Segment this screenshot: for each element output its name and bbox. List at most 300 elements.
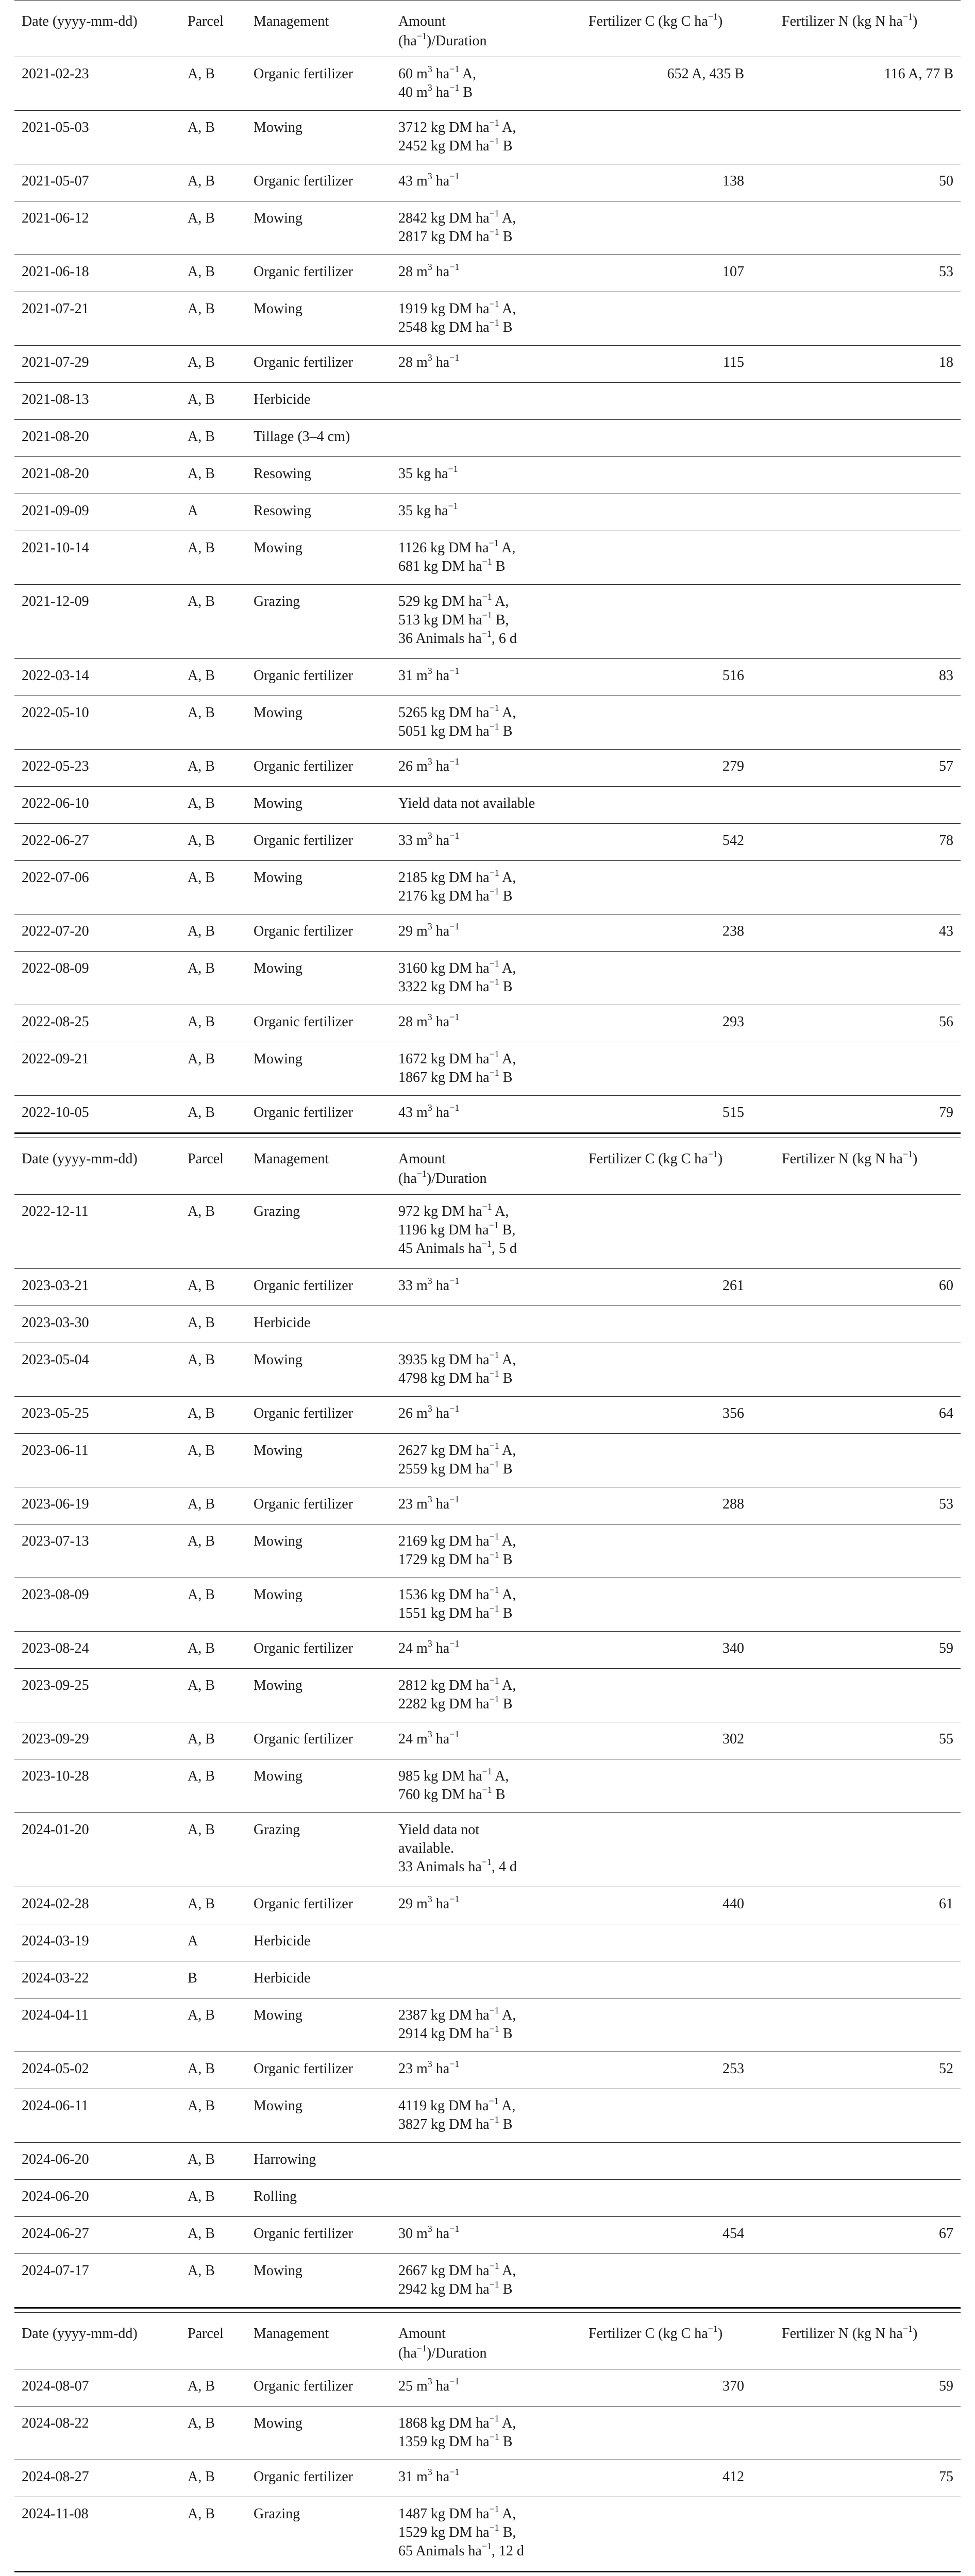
row-amount-line: 24 $m^3$ $ha^{-1}$ — [398, 1729, 460, 1747]
row-fertilizer-n: 61 — [939, 1896, 953, 1912]
row-fertilizer-c: 238 — [722, 923, 744, 939]
row-management: Organic fertilizer — [254, 1405, 354, 1421]
table-row — [14, 1524, 961, 1578]
row-amount-line: 33 $m^3$ $ha^{-1}$ — [398, 831, 460, 849]
row-amount-line: 2282 kg DM $ha^{-1}$ B — [398, 1694, 513, 1712]
row-amount-line: 35 kg $ha^{-1}$ — [398, 501, 458, 519]
row-date: 2021-02-23 — [22, 66, 89, 82]
row-parcel: A — [188, 1933, 198, 1949]
header-amount-duration: $(ha^{-1})$/Duration — [398, 2343, 487, 2361]
row-parcel: A, B — [188, 1768, 215, 1784]
row-date: 2023-06-11 — [22, 1443, 89, 1459]
table-row — [14, 696, 961, 749]
row-parcel: A, B — [188, 1204, 215, 1219]
row-date: 2024-04-11 — [22, 2007, 89, 2023]
row-amount-line: 29 $m^3$ $ha^{-1}$ — [398, 921, 460, 939]
table-row — [14, 2052, 961, 2089]
row-fertilizer-n: 78 — [939, 833, 953, 849]
row-parcel: A, B — [188, 1051, 215, 1067]
row-amount-line: 30 $m^3$ $ha^{-1}$ — [398, 2224, 460, 2242]
row-parcel: A, B — [188, 2151, 215, 2167]
row-amount-line: 1487 kg DM $ha^{-1}$ A, — [398, 2504, 516, 2522]
table-row — [14, 2216, 961, 2253]
row-date: 2024-01-20 — [22, 1822, 89, 1838]
table-row — [14, 2253, 961, 2307]
row-amount-line: 35 kg $ha^{-1}$ — [398, 464, 458, 482]
row-amount-line: 2842 kg DM $ha^{-1}$ A, — [398, 208, 516, 226]
row-date: 2022-08-25 — [22, 1014, 89, 1030]
table-block — [14, 0, 961, 1132]
row-parcel: A, B — [188, 354, 215, 370]
row-amount-line: 33 $m^3$ $ha^{-1}$ — [398, 1276, 460, 1294]
row-management: Mowing — [254, 301, 302, 317]
row-amount-line: 3322 kg DM $ha^{-1}$ B — [398, 977, 513, 995]
row-management: Mowing — [254, 2415, 302, 2431]
table-header — [14, 1138, 961, 1185]
header-amount: Amount — [398, 2326, 446, 2342]
row-amount-line: 4119 kg DM $ha^{-1}$ A, — [398, 2096, 516, 2114]
row-amount-line: 28 $m^3$ $ha^{-1}$ — [398, 1012, 460, 1030]
row-amount-line: 1529 kg DM $ha^{-1}$ B, — [398, 2522, 516, 2540]
table-row — [14, 1578, 961, 1631]
row-date: 2022-08-09 — [22, 960, 89, 976]
row-date: 2021-08-20 — [22, 429, 89, 445]
row-fertilizer-n: 75 — [939, 2469, 953, 2485]
table-row — [14, 1095, 961, 1132]
row-fertilizer-c: 293 — [722, 1014, 744, 1030]
table-row — [14, 1759, 961, 1812]
table-row — [14, 1924, 961, 1961]
row-amount-line: 1868 kg DM $ha^{-1}$ A, — [398, 2413, 516, 2431]
row-parcel: A, B — [188, 210, 215, 226]
row-amount-line: 3160 kg DM $ha^{-1}$ A, — [398, 958, 516, 976]
row-parcel: A, B — [188, 2469, 215, 2485]
row-date: 2021-09-09 — [22, 503, 89, 519]
row-management: Mowing — [254, 960, 302, 976]
table-row — [14, 1005, 961, 1042]
row-amount-line: 26 $m^3$ $ha^{-1}$ — [398, 1403, 460, 1421]
row-management: Resowing — [254, 466, 311, 482]
row-parcel: A, B — [188, 301, 215, 317]
header-date: Date (yyyy-mm-dd) — [22, 13, 138, 29]
header-fertilizer-n: Fertilizer N (kg N $ha^{-1}$) — [782, 1149, 918, 1167]
table-row — [14, 255, 961, 292]
row-amount-line: 1672 kg DM $ha^{-1}$ A, — [398, 1049, 516, 1067]
row-parcel: A, B — [188, 1496, 215, 1512]
row-amount-line: 2559 kg DM $ha^{-1}$ B — [398, 1459, 513, 1477]
row-amount-line: 985 kg DM $ha^{-1}$ A, — [398, 1766, 509, 1784]
table-row — [14, 914, 961, 951]
row-management: Organic fertilizer — [254, 2378, 354, 2394]
table-row — [14, 1396, 961, 1433]
row-parcel: A, B — [188, 429, 215, 445]
row-management: Mowing — [254, 1533, 302, 1549]
row-fertilizer-n: 56 — [939, 1014, 953, 1030]
row-fertilizer-n: 83 — [939, 668, 953, 684]
header-amount: Amount — [398, 13, 446, 29]
row-date: 2021-12-09 — [22, 594, 89, 609]
row-management: Mowing — [254, 1352, 302, 1368]
row-parcel: A, B — [188, 1731, 215, 1747]
row-date: 2023-10-28 — [22, 1768, 89, 1784]
row-management: Grazing — [254, 1822, 300, 1838]
table-row — [14, 823, 961, 860]
row-amount-line: 513 kg DM $ha^{-1}$ B, — [398, 610, 509, 628]
table-row — [14, 1194, 961, 1268]
row-management: Mowing — [254, 1051, 302, 1067]
row-management: Organic fertilizer — [254, 1278, 354, 1294]
row-date: 2021-08-20 — [22, 466, 89, 482]
row-amount-line: 2452 kg DM $ha^{-1}$ B — [398, 136, 513, 154]
header-date: Date (yyyy-mm-dd) — [22, 1151, 138, 1167]
row-parcel: A, B — [188, 795, 215, 811]
row-management: Mowing — [254, 120, 302, 135]
row-management: Mowing — [254, 1677, 302, 1693]
row-management: Tillage (3–4 cm) — [254, 429, 350, 445]
table-row — [14, 494, 961, 531]
row-management: Organic fertilizer — [254, 923, 354, 939]
row-management: Mowing — [254, 540, 302, 556]
row-parcel: A, B — [188, 1640, 215, 1656]
row-parcel: A, B — [188, 2226, 215, 2242]
row-management: Mowing — [254, 2263, 302, 2279]
row-parcel: A, B — [188, 833, 215, 849]
row-fertilizer-n: 53 — [939, 1496, 953, 1512]
row-parcel: A, B — [188, 2415, 215, 2431]
row-date: 2021-06-18 — [22, 264, 89, 280]
row-fertilizer-n: 18 — [939, 354, 953, 370]
row-date: 2021-08-13 — [22, 392, 89, 408]
header-fertilizer-n: Fertilizer N (kg N $ha^{-1}$) — [782, 2324, 918, 2342]
header-management: Management — [254, 1151, 329, 1167]
row-date: 2021-05-03 — [22, 120, 89, 135]
row-parcel: A, B — [188, 960, 215, 976]
row-date: 2022-03-14 — [22, 668, 89, 684]
table-rule — [14, 2571, 961, 2572]
row-management: Mowing — [254, 705, 302, 721]
header-parcel: Parcel — [188, 1151, 224, 1167]
row-management: Organic fertilizer — [254, 2226, 354, 2242]
row-fertilizer-n: 116 A, 77 B — [884, 66, 953, 82]
row-management: Rolling — [254, 2189, 297, 2205]
header-management: Management — [254, 2326, 329, 2342]
row-amount-line: 1196 kg DM $ha^{-1}$ B, — [398, 1220, 516, 1238]
row-amount-line: available. — [398, 1840, 455, 1856]
table-row — [14, 345, 961, 382]
table-row — [14, 1042, 961, 1095]
row-management: Organic fertilizer — [254, 66, 354, 82]
row-amount-line: 2387 kg DM $ha^{-1}$ A, — [398, 2005, 516, 2023]
row-amount-line: 3712 kg DM $ha^{-1}$ A, — [398, 117, 516, 135]
row-management: Organic fertilizer — [254, 1105, 354, 1121]
row-amount-line: 972 kg DM $ha^{-1}$ A, — [398, 1201, 509, 1219]
row-amount-line: 45 Animals $ha^{-1}$, 5 d — [398, 1239, 517, 1257]
row-date: 2024-08-22 — [22, 2415, 89, 2431]
row-amount-line: 760 kg DM $ha^{-1}$ B — [398, 1785, 506, 1803]
row-management: Organic fertilizer — [254, 758, 354, 774]
row-parcel: A, B — [188, 466, 215, 482]
row-management: Organic fertilizer — [254, 833, 354, 849]
row-fertilizer-c: 440 — [722, 1896, 744, 1912]
row-date: 2024-05-02 — [22, 2061, 89, 2077]
table-row — [14, 201, 961, 255]
row-amount-line: 43 $m^3$ $ha^{-1}$ — [398, 1103, 460, 1121]
row-date: 2024-06-11 — [22, 2098, 89, 2114]
row-date: 2022-05-23 — [22, 758, 89, 774]
row-date: 2022-07-20 — [22, 923, 89, 939]
row-date: 2023-05-25 — [22, 1405, 89, 1421]
row-amount-line: 65 Animals $ha^{-1}$, 12 d — [398, 2541, 524, 2559]
table-row — [14, 1887, 961, 1924]
row-fertilizer-c: 138 — [722, 173, 744, 189]
row-fertilizer-n: 59 — [939, 1640, 953, 1656]
row-parcel: A, B — [188, 2098, 215, 2114]
row-fertilizer-n: 79 — [939, 1105, 953, 1121]
table-row — [14, 1722, 961, 1759]
row-date: 2024-02-28 — [22, 1896, 89, 1912]
row-parcel: A, B — [188, 540, 215, 556]
header-fertilizer-c: Fertilizer C (kg C $ha^{-1}$) — [589, 2324, 723, 2342]
header-parcel: Parcel — [188, 13, 224, 29]
table-block — [14, 1138, 961, 2307]
row-date: 2023-09-25 — [22, 1677, 89, 1693]
row-date: 2022-07-06 — [22, 870, 89, 886]
row-amount-line: 2914 kg DM $ha^{-1}$ B — [398, 2024, 513, 2042]
table-row — [14, 749, 961, 786]
table-block — [14, 2312, 961, 2571]
row-amount-line: 1867 kg DM $ha^{-1}$ B — [398, 1067, 513, 1086]
row-fertilizer-c: 302 — [722, 1731, 744, 1747]
row-amount-line: 26 $m^3$ $ha^{-1}$ — [398, 756, 460, 774]
row-amount-line: 2627 kg DM $ha^{-1}$ A, — [398, 1440, 516, 1459]
table-row — [14, 1812, 961, 1887]
row-management: Grazing — [254, 594, 300, 609]
table-row — [14, 1306, 961, 1343]
row-parcel: A, B — [188, 2378, 215, 2394]
row-fertilizer-c: 115 — [723, 354, 744, 370]
row-management: Organic fertilizer — [254, 264, 354, 280]
row-amount-line: 25 $m^3$ $ha^{-1}$ — [398, 2376, 460, 2394]
table-row — [14, 164, 961, 201]
table-rule — [14, 2307, 961, 2309]
row-amount-line: 29 $m^3$ $ha^{-1}$ — [398, 1894, 460, 1912]
table-row — [14, 456, 961, 494]
row-date: 2023-08-24 — [22, 1640, 89, 1656]
row-parcel: A, B — [188, 594, 215, 609]
row-amount-line: 5051 kg DM $ha^{-1}$ B — [398, 721, 513, 739]
row-parcel: A, B — [188, 2189, 215, 2205]
row-date: 2021-07-21 — [22, 301, 89, 317]
header-amount-duration: $(ha^{-1})$/Duration — [398, 31, 487, 49]
row-parcel: A, B — [188, 1105, 215, 1121]
row-amount-line: 5265 kg DM $ha^{-1}$ A, — [398, 703, 516, 721]
row-management: Organic fertilizer — [254, 668, 354, 684]
row-management: Grazing — [254, 1204, 300, 1219]
row-management: Organic fertilizer — [254, 173, 354, 189]
header-parcel: Parcel — [188, 2326, 224, 2342]
header-amount-duration: $(ha^{-1})$/Duration — [398, 1168, 487, 1187]
row-amount-line: 2817 kg DM $ha^{-1}$ B — [398, 227, 513, 245]
row-fertilizer-c: 107 — [722, 264, 744, 280]
row-amount-line: 2942 kg DM $ha^{-1}$ B — [398, 2279, 513, 2297]
row-management: Organic fertilizer — [254, 2061, 354, 2077]
table-row — [14, 1487, 961, 1524]
row-amount-line: 40 $m^3$ $ha^{-1}$ B — [398, 82, 473, 100]
row-management: Organic fertilizer — [254, 2469, 354, 2485]
table-rule — [14, 0, 961, 1]
row-amount-line: 33 Animals $ha^{-1}$, 4 d — [398, 1857, 517, 1875]
row-date: 2022-12-11 — [22, 1204, 89, 1219]
row-fertilizer-n: 52 — [939, 2061, 953, 2077]
row-fertilizer-n: 55 — [939, 1731, 953, 1747]
table-row — [14, 1668, 961, 1722]
row-date: 2024-06-20 — [22, 2151, 89, 2167]
row-management: Herbicide — [254, 392, 311, 408]
row-date: 2023-09-29 — [22, 1731, 89, 1747]
table-row — [14, 2460, 961, 2497]
row-parcel: A, B — [188, 2007, 215, 2023]
row-fertilizer-n: 50 — [939, 173, 953, 189]
row-management: Mowing — [254, 870, 302, 886]
table-row — [14, 951, 961, 1005]
table-row — [14, 382, 961, 419]
row-date: 2023-08-09 — [22, 1587, 89, 1603]
table-row — [14, 584, 961, 658]
row-parcel: B — [188, 1970, 197, 1986]
row-date: 2023-03-30 — [22, 1315, 89, 1331]
row-fertilizer-c: 288 — [722, 1496, 744, 1512]
row-fertilizer-n: 43 — [939, 923, 953, 939]
row-fertilizer-c: 454 — [722, 2226, 744, 2242]
table-row — [14, 1631, 961, 1668]
row-fertilizer-c: 253 — [722, 2061, 744, 2077]
row-parcel: A, B — [188, 923, 215, 939]
header-management: Management — [254, 13, 329, 29]
row-amount-line: 31 $m^3$ $ha^{-1}$ — [398, 666, 460, 684]
row-parcel: A, B — [188, 392, 215, 408]
row-fertilizer-c: 261 — [722, 1278, 744, 1294]
row-fertilizer-c: 370 — [722, 2378, 744, 2394]
row-parcel: A, B — [188, 120, 215, 135]
row-date: 2024-07-17 — [22, 2263, 89, 2279]
row-parcel: A, B — [188, 1587, 215, 1603]
row-parcel: A, B — [188, 758, 215, 774]
row-management: Mowing — [254, 2098, 302, 2114]
row-parcel: A, B — [188, 2263, 215, 2279]
row-date: 2024-08-27 — [22, 2469, 89, 2485]
row-date: 2024-03-19 — [22, 1933, 89, 1949]
row-parcel: A, B — [188, 1822, 215, 1838]
row-amount-line: 2812 kg DM $ha^{-1}$ A, — [398, 1675, 516, 1693]
row-parcel: A, B — [188, 1443, 215, 1459]
row-amount-line: 1551 kg DM $ha^{-1}$ B — [398, 1603, 513, 1621]
row-date: 2024-06-20 — [22, 2189, 89, 2205]
row-amount-line: 4798 kg DM $ha^{-1}$ B — [398, 1368, 513, 1386]
table-row — [14, 292, 961, 345]
row-management: Resowing — [254, 503, 311, 519]
row-amount-line: 1919 kg DM $ha^{-1}$ A, — [398, 299, 516, 317]
header-amount: Amount — [398, 1151, 446, 1167]
row-parcel: A, B — [188, 668, 215, 684]
row-parcel: A, B — [188, 264, 215, 280]
row-parcel: A, B — [188, 1677, 215, 1693]
table-row — [14, 531, 961, 584]
row-amount-line: 2176 kg DM $ha^{-1}$ B — [398, 886, 513, 904]
row-date: 2023-03-21 — [22, 1278, 89, 1294]
table-row — [14, 2406, 961, 2460]
row-parcel: A, B — [188, 173, 215, 189]
row-fertilizer-n: 67 — [939, 2226, 953, 2242]
row-management: Mowing — [254, 1587, 302, 1603]
row-management: Mowing — [254, 795, 302, 811]
row-management: Mowing — [254, 210, 302, 226]
row-amount-line: 31 $m^3$ $ha^{-1}$ — [398, 2467, 460, 2485]
row-fertilizer-c: 356 — [722, 1405, 744, 1421]
table-rule — [14, 1132, 961, 1134]
row-parcel: A, B — [188, 1315, 215, 1331]
table-row — [14, 57, 961, 110]
row-date: 2023-06-19 — [22, 1496, 89, 1512]
row-management: Herbicide — [254, 1970, 311, 1986]
header-date: Date (yyyy-mm-dd) — [22, 2326, 138, 2342]
row-management: Harrowing — [254, 2151, 316, 2167]
row-fertilizer-c: 652 A, 435 B — [667, 66, 744, 82]
table-row — [14, 1961, 961, 1998]
row-amount-line: 2548 kg DM $ha^{-1}$ B — [398, 317, 513, 335]
row-date: 2021-05-07 — [22, 173, 89, 189]
row-date: 2022-09-21 — [22, 1051, 89, 1067]
row-management: Organic fertilizer — [254, 1014, 354, 1030]
row-amount-line: 681 kg DM $ha^{-1}$ B — [398, 556, 506, 574]
row-management: Organic fertilizer — [254, 1496, 354, 1512]
row-amount-line: 1359 kg DM $ha^{-1}$ B — [398, 2432, 513, 2450]
row-parcel: A, B — [188, 1405, 215, 1421]
row-fertilizer-c: 516 — [722, 668, 744, 684]
table-row — [14, 1433, 961, 1487]
table-header — [14, 0, 961, 47]
row-date: 2021-06-12 — [22, 210, 89, 226]
table-row — [14, 2142, 961, 2179]
row-parcel: A, B — [188, 1896, 215, 1912]
row-parcel: A, B — [188, 2506, 215, 2522]
row-management: Organic fertilizer — [254, 1640, 354, 1656]
row-amount-line: 1126 kg DM $ha^{-1}$ A, — [398, 538, 516, 556]
row-date: 2024-08-07 — [22, 2378, 89, 2394]
row-amount-line: 2185 kg DM $ha^{-1}$ A, — [398, 868, 516, 886]
row-amount-line: 2667 kg DM $ha^{-1}$ A, — [398, 2261, 516, 2279]
row-fertilizer-c: 279 — [722, 758, 744, 774]
row-management: Mowing — [254, 1443, 302, 1459]
header-fertilizer-n: Fertilizer N (kg N $ha^{-1}$) — [782, 11, 918, 29]
row-amount-line: 60 $m^3$ $ha^{-1}$ A, — [398, 64, 477, 82]
row-parcel: A — [188, 503, 198, 519]
row-date: 2024-11-08 — [22, 2506, 89, 2522]
row-parcel: A, B — [188, 1352, 215, 1368]
header-fertilizer-c: Fertilizer C (kg C $ha^{-1}$) — [589, 1149, 723, 1167]
row-management: Herbicide — [254, 1315, 311, 1331]
row-fertilizer-n: 59 — [939, 2378, 953, 2394]
row-date: 2022-06-27 — [22, 833, 89, 849]
table-rule — [14, 2312, 961, 2313]
row-date: 2023-07-13 — [22, 1533, 89, 1549]
row-date: 2021-07-29 — [22, 354, 89, 370]
row-management: Organic fertilizer — [254, 1896, 354, 1912]
row-date: 2024-03-22 — [22, 1970, 89, 1986]
table-row — [14, 1268, 961, 1306]
row-parcel: A, B — [188, 1278, 215, 1294]
row-amount-line: 2169 kg DM $ha^{-1}$ A, — [398, 1531, 516, 1549]
row-parcel: A, B — [188, 1533, 215, 1549]
